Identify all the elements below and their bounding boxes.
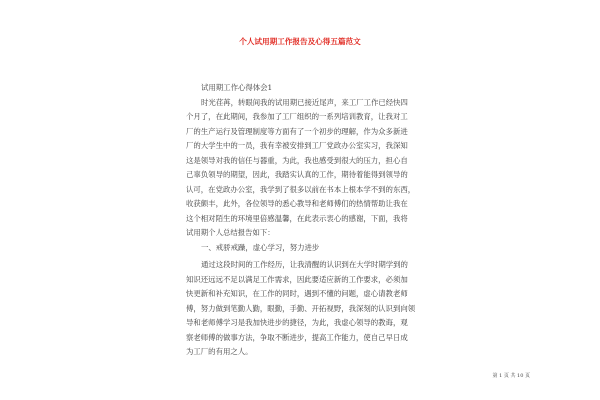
paragraph-line: 己辜负领导的期望，因此，我踏实认真的工作，期待着能得到领导的 [186, 170, 408, 179]
intro-paragraph [186, 96, 422, 241]
section-title: 试用期工作心得体会1 [201, 83, 273, 92]
paragraph-line: 试用期个人总结报告如下： [186, 228, 275, 237]
paragraph-line: 这个相对陌生的环境里倍感温馨，在此表示衷心的感谢，下面，我将 [186, 213, 408, 223]
paragraph-line: 导和老师傅学习是我加快进步的捷径，为此，我虚心领导的教诲，观 [186, 318, 408, 327]
paragraph-line: 知识还远远不足以满足工作需求，因此要适应新的工作要求，必须加 [186, 274, 408, 284]
paragraph-line: 厂的生产运行及管理制度等方面有了一个初步的理解，作为众多新进 [186, 126, 408, 136]
paragraph-line: 通过这段时间的工作经历，让我清醒的认识到在大学时期学到的 [201, 260, 408, 269]
page-number: 第 1 页 共 10 页 [492, 373, 530, 379]
paragraph-line: 为工厂的有用之人。 [186, 347, 253, 356]
paragraph-line: 收获颇丰，此外，各位领导的悉心教导和老师傅们的热情帮助让我在 [186, 199, 408, 208]
document-title: 个人试用期工作报告及心得五篇范文 [239, 37, 361, 46]
paragraph-line: 傅，努力做到笔勤人勤，眼勤，手勤、开拓视野，我深刻的认识到向领 [186, 303, 416, 313]
paragraph-line: 个月了，在此期间，我参加了工厂组织的一系列培训教育，让我对工 [186, 112, 408, 121]
document-body [186, 81, 422, 360]
paragraph-line: 时光荏苒，转眼间我的试用期已接近尾声，来工厂工作已经快四 [201, 97, 408, 107]
section-paragraph [186, 258, 422, 360]
paragraph-line: 察老师傅的做事方法，争取不断进步，提高工作能力，使自己早日成 [186, 332, 408, 342]
section-heading: 一、戒骄戒躁，虚心学习，努力进步 [201, 242, 320, 252]
paragraph-line: 这是领导对我的信任与器重，为此，我也感受到很大的压力，担心自 [186, 155, 408, 165]
paragraph-line: 认可，在党政办公室，我学到了很多以前在书本上根本学不到的东西， [186, 184, 416, 194]
paragraph-line: 快更新和补充知识，在工作的同时，遇到不懂的问题，虚心请教老师 [186, 289, 408, 298]
paragraph-line: 厂的大学生中的一员，我有幸被安排到工厂党政办公室实习，我深知 [186, 141, 408, 150]
